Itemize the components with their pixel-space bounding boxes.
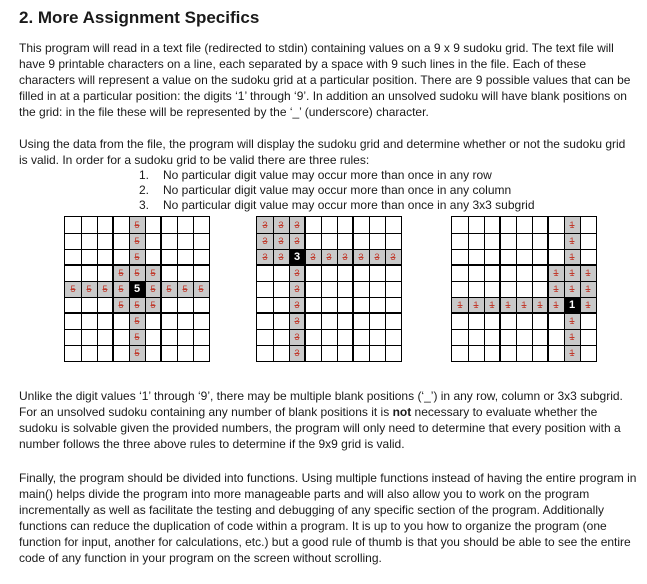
conflict-cell: 3	[353, 249, 369, 265]
conflict-cell: 1	[516, 297, 532, 313]
rule-text: No particular digit value may occur more than once in any column	[163, 183, 512, 197]
grid-line	[452, 345, 596, 346]
grid-line	[532, 217, 533, 361]
grid-line	[257, 281, 401, 282]
conflict-cell: 5	[129, 249, 145, 265]
intro-paragraph: This program will read in a text file (redirected to stdin) containing values on a 9 x 9 sudoku grid. The text file will have 9 printable characters on a line, each separated by a space with 9 such lines in the file. Each of these characters will represent a value on the sudoku grid at a particular position. There are 9 possible values that can be filled in at a particular position: the digits ‘1’ through ‘9’. In addition an unsolved sudoku will have blank positions on the grid: in the file these will be represented by the ‘_’ (underscore) character.	[19, 41, 631, 119]
validity-paragraph: Using the data from the file, the program will display the sudoku grid and determine whether or not the sudoku grid is valid. In order for a sudoku grid to be valid there are three rules:	[19, 137, 626, 167]
rule-item	[139, 183, 535, 198]
grid-line	[257, 233, 401, 234]
conflict-cell: 5	[193, 281, 209, 297]
conflict-cell: 1	[564, 313, 580, 329]
conflict-cell: 1	[452, 297, 468, 313]
emphasis-not: not	[392, 405, 412, 419]
grid-line	[257, 249, 401, 250]
grid-line	[177, 217, 178, 361]
conflict-cell: 3	[337, 249, 353, 265]
section-heading: 2. More Assignment Specifics	[19, 8, 260, 27]
grid-line	[65, 345, 209, 346]
conflict-cell: 5	[113, 265, 129, 281]
grid-line	[352, 217, 354, 361]
grid-line	[452, 312, 596, 314]
grid-line	[97, 217, 98, 361]
grid-line	[112, 217, 114, 361]
conflict-cell: 1	[564, 329, 580, 345]
grid-line	[452, 233, 596, 234]
grid-line	[65, 312, 209, 314]
conflict-cell: 3	[289, 217, 305, 233]
grid-line	[369, 217, 370, 361]
grid-line	[65, 281, 209, 282]
grid-line	[81, 217, 82, 361]
conflict-cell: 3	[289, 345, 305, 361]
conflict-cell: 1	[564, 345, 580, 361]
conflict-cell: 5	[81, 281, 97, 297]
grid-line	[564, 217, 565, 361]
conflict-cell: 5	[129, 329, 145, 345]
grid-line	[257, 312, 401, 314]
grid-line	[273, 217, 274, 361]
grid-line	[484, 217, 485, 361]
rule-item	[139, 168, 535, 183]
grid-line	[289, 217, 290, 361]
grid-line	[129, 217, 130, 361]
conflict-cell: 1	[564, 233, 580, 249]
blank-text-end: necessary to evaluate whether the sudoku is solvable given the provided numbers, the program will only need to determine that every position with a number follows the three above rules to determine if the 9x9 grid is valid.	[19, 405, 621, 451]
rule-number: 2.	[139, 183, 150, 197]
grid-line	[257, 329, 401, 330]
conflict-cell: 1	[580, 297, 596, 313]
grid-line	[337, 217, 338, 361]
grid-line	[65, 329, 209, 330]
rules-list	[139, 168, 535, 213]
conflict-cell: 1	[548, 265, 564, 281]
conflict-cell: 3	[289, 297, 305, 313]
functions-paragraph: Finally, the program should be divided into functions. Using multiple functions instead of having the entire program in main() helps divide the program into more manageable parts and will also allow you to work on the program incrementally as well as facilitate the testing and debugging of any specific section of the program. Additionally functions can reduce the duplication of code within a program. It is up to you how to organize the program (one function for input, another for calculations, etc.) but a good rule of thumb is that you should be able to see the entire code of any function in your program on the screen without scrolling.	[19, 471, 637, 565]
conflict-cell: 5	[113, 297, 129, 313]
rule-number: 3.	[139, 198, 150, 212]
conflict-cell: 3	[289, 233, 305, 249]
conflict-cell: 3	[289, 329, 305, 345]
conflict-cell: 1	[532, 297, 548, 313]
conflict-cell: 3	[273, 217, 289, 233]
rule-number: 1.	[139, 168, 150, 182]
conflict-cell: 5	[129, 217, 145, 233]
grid-line	[452, 297, 596, 298]
grid-line	[257, 297, 401, 298]
grid-line	[580, 217, 581, 361]
grid-line	[452, 249, 596, 250]
grid-line	[65, 264, 209, 266]
grid-line	[516, 217, 517, 361]
conflict-cell: 5	[129, 297, 145, 313]
conflict-cell: 1	[580, 281, 596, 297]
sudoku-subgrid-diagram	[256, 216, 402, 362]
conflict-cell: 1	[564, 265, 580, 281]
grid-line	[385, 217, 386, 361]
conflict-cell: 1	[548, 281, 564, 297]
conflict-cell: 5	[177, 281, 193, 297]
sudoku-row-column-diagram	[64, 216, 210, 362]
conflict-cell: 5	[145, 265, 161, 281]
grid-line	[452, 264, 596, 266]
conflict-cell: 3	[385, 249, 401, 265]
conflict-cell: 1	[564, 217, 580, 233]
conflict-cell: 3	[305, 249, 321, 265]
conflict-cell: 3	[257, 217, 273, 233]
conflict-cell: 3	[257, 233, 273, 249]
grid-line	[547, 217, 549, 361]
rule-item	[139, 198, 535, 213]
conflict-cell: 1	[500, 297, 516, 313]
grid-line	[452, 281, 596, 282]
conflict-cell: 5	[129, 233, 145, 249]
grid-line	[257, 345, 401, 346]
conflict-cell: 5	[65, 281, 81, 297]
conflict-cell: 3	[289, 265, 305, 281]
blank-positions-paragraph	[19, 388, 637, 452]
conflict-cell: 5	[145, 297, 161, 313]
grid-line	[304, 217, 306, 361]
grid-line	[193, 217, 194, 361]
conflict-cell: 5	[145, 281, 161, 297]
blank-text-start: Unlike the digit values ‘1’ through ‘9’, there may be multiple blank positions (‘_’) in any row, column or 3x3 subgrid. For an unsolved sudoku containing any number of blank positions it is	[19, 389, 623, 419]
conflict-cell: 1	[548, 297, 564, 313]
grid-line	[65, 233, 209, 234]
grid-line	[160, 217, 162, 361]
conflict-cell: 3	[369, 249, 385, 265]
conflict-cell: 3	[257, 249, 273, 265]
grid-line	[321, 217, 322, 361]
grid-line	[452, 329, 596, 330]
conflict-cell: 5	[97, 281, 113, 297]
conflict-cell: 1	[580, 265, 596, 281]
conflict-cell: 3	[321, 249, 337, 265]
grid-line	[257, 264, 401, 266]
grid-line	[468, 217, 469, 361]
conflict-cell: 1	[564, 281, 580, 297]
focus-cell: 5	[129, 281, 145, 297]
focus-cell: 1	[564, 297, 580, 313]
conflict-cell: 5	[113, 281, 129, 297]
conflict-cell: 5	[129, 265, 145, 281]
conflict-cell: 3	[273, 233, 289, 249]
conflict-cell: 5	[161, 281, 177, 297]
grid-line	[65, 249, 209, 250]
sudoku-cross-diagram	[451, 216, 597, 362]
grid-line	[65, 297, 209, 298]
conflict-cell: 1	[564, 249, 580, 265]
conflict-cell: 3	[289, 313, 305, 329]
conflict-cell: 3	[289, 281, 305, 297]
conflict-cell: 1	[468, 297, 484, 313]
conflict-cell: 1	[484, 297, 500, 313]
conflict-cell: 5	[129, 345, 145, 361]
conflict-cell: 3	[273, 249, 289, 265]
rule-text: No particular digit value may occur more than once in any 3x3 subgrid	[163, 198, 535, 212]
grid-line	[145, 217, 146, 361]
grid-line	[499, 217, 501, 361]
rule-text: No particular digit value may occur more than once in any row	[163, 168, 492, 182]
conflict-cell: 5	[129, 313, 145, 329]
focus-cell: 3	[289, 249, 305, 265]
